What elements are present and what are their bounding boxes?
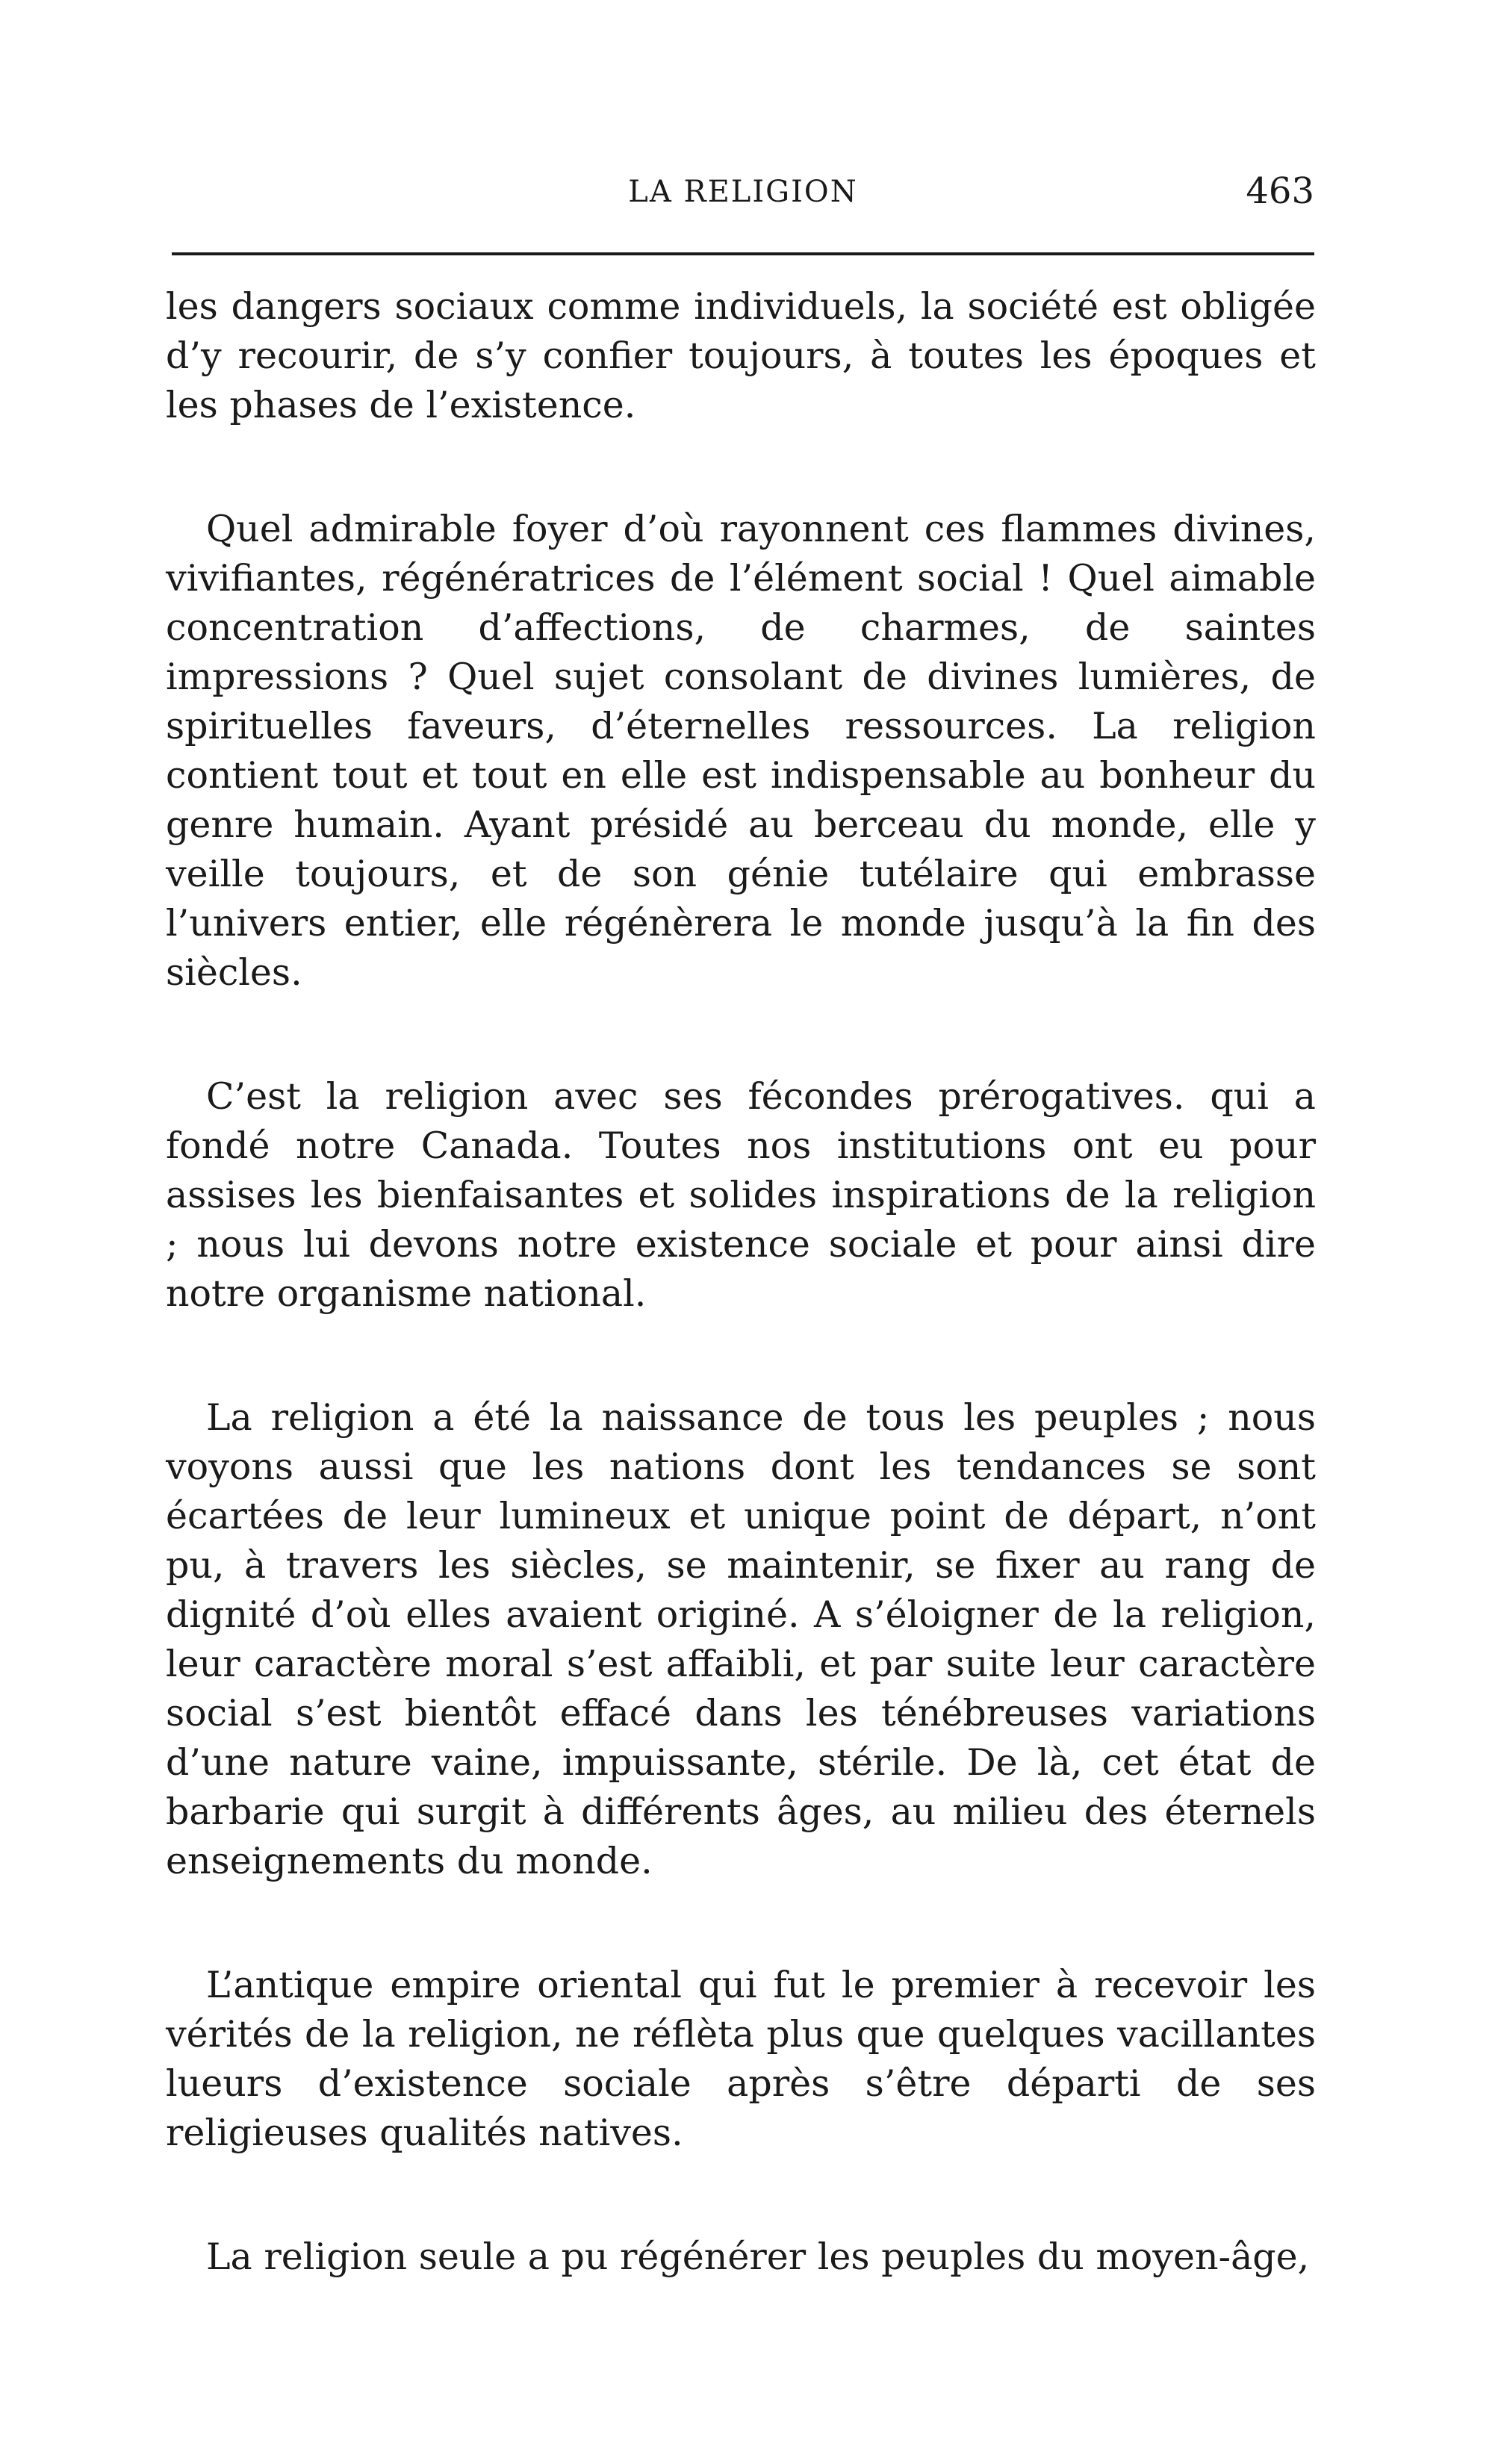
paragraph: La religion seule a pu régénérer les peuples du moyen-âge, <box>206 2236 1310 2278</box>
running-title: LA RELIGION <box>628 175 858 209</box>
header-rule <box>172 252 1314 255</box>
body-text <box>166 282 1316 2282</box>
paragraph: Quel admirable foyer d’où rayonnent ces flammes divines, vivifiantes, régénératrices de l’élément social ! Quel aimable concentration d’affections, de charmes, de saintes impressions ? Quel sujet consolant de divines lumières, de spirituelles faveurs, d’éternelles ressources. La religion contient tout et tout en elle est indispensable au bonheur du genre humain. Ayant présidé au berceau du monde, elle y veille toujours, et de son génie tutélaire qui embrasse l’univers entier, elle régénèrera le monde jusqu’à la fin des siècles. <box>166 508 1316 994</box>
paragraph: La religion a été la naissance de tous les peuples ; nous voyons aussi que les nations dont les tendances se sont écartées de leur lumineux et unique point de départ, n’ont pu, à travers les siècles, se maintenir, se fixer au rang de dignité d’où elles avaient originé. A s’éloigner de la religion, leur caractère moral s’est affaibli, et par suite leur caractère social s’est bientôt effacé dans les ténébreuses variations d’une nature vaine, impuissante, stérile. De là, cet état de barbarie qui surgit à différents âges, au milieu des éternels enseignements du monde. <box>166 1396 1316 1882</box>
running-head <box>172 170 1314 218</box>
page-number: 463 <box>1246 170 1314 212</box>
paragraph: C’est la religion avec ses fécondes prérogatives. qui a fondé notre Canada. Toutes nos institutions ont eu pour assises les bienfaisantes et solides inspirations de la religion ; nous lui devons notre existence sociale et pour ainsi dire notre organisme national. <box>166 1075 1316 1315</box>
paragraph-continued: les dangers sociaux comme individuels, la société est obligée d’y recourir, de s’y confier toujours, à toutes les époques et les phases de l’existence. <box>166 285 1316 426</box>
paragraph: L’antique empire oriental qui fut le premier à recevoir les vérités de la religion, ne réflèta plus que quelques vacillantes lueurs d’existence sociale après s’être départi de ses religieuses qualités natives. <box>166 1964 1316 2154</box>
